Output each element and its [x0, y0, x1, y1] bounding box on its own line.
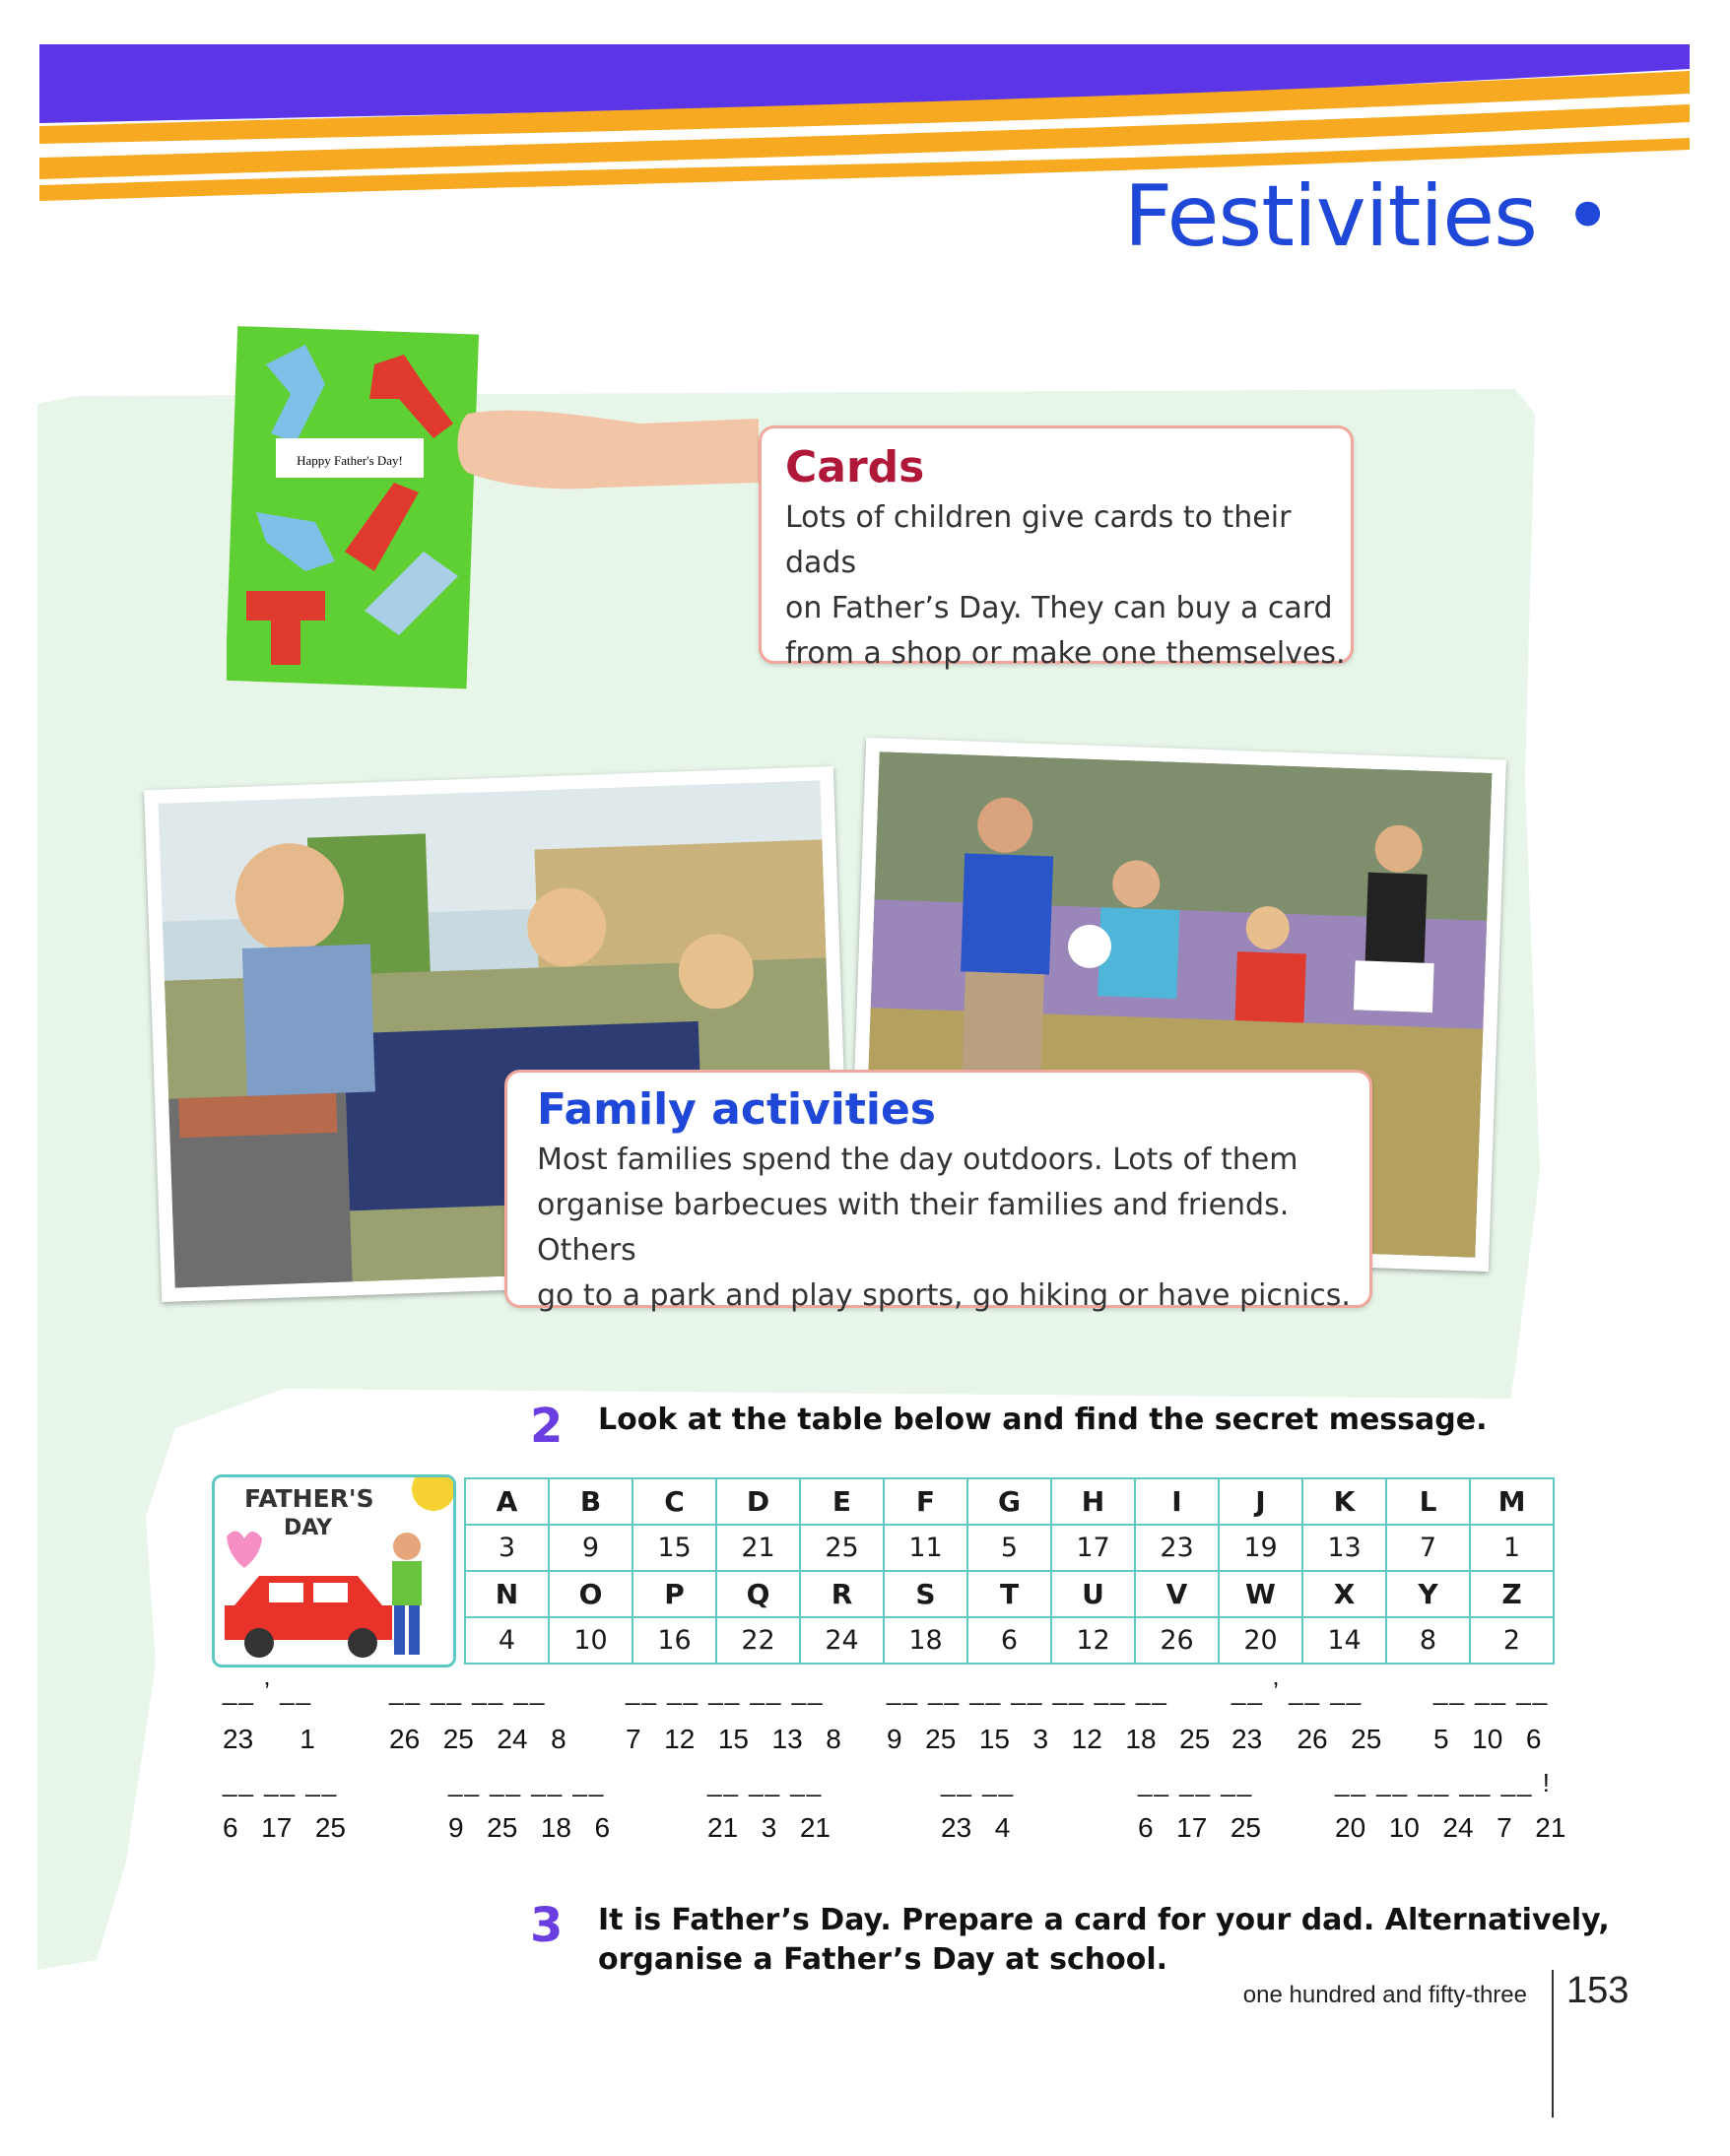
cipher-number-cell: 13 — [1302, 1525, 1386, 1571]
page-number: 153 — [1566, 1970, 1630, 2011]
drawing-lettering: FATHER'S — [244, 1484, 374, 1513]
cipher-number-cell: 22 — [716, 1617, 800, 1664]
puzzle-blank: __ ’ __ — [223, 1676, 313, 1706]
puzzle-blank: __ __ __ __ __ __ __ — [887, 1676, 1168, 1706]
cipher-number-cell: 21 — [716, 1525, 800, 1571]
cipher-number-cell: 2 — [1470, 1617, 1554, 1664]
fathers-day-card-photo — [227, 325, 483, 689]
puzzle-code: 21 3 21 — [707, 1812, 831, 1843]
cipher-letter-cell: Z — [1470, 1571, 1554, 1617]
puzzle-code: 23 26 25 — [1231, 1724, 1382, 1754]
cards-line: from a shop or make one themselves. — [785, 636, 1346, 671]
cipher-number-cell: 4 — [465, 1617, 549, 1664]
cipher-letter-cell: M — [1470, 1478, 1554, 1525]
page-number-words: one hundred and fifty-three — [1242, 1982, 1527, 2008]
puzzle-blank: __ __ __ — [707, 1768, 824, 1797]
cipher-letter-cell: Q — [716, 1571, 800, 1617]
cipher-number-cell: 6 — [967, 1617, 1051, 1664]
page-divider — [1552, 1970, 1554, 2118]
puzzle-code: 7 12 15 13 8 — [626, 1724, 841, 1754]
cipher-letter-cell: X — [1302, 1571, 1386, 1617]
exercise-3-line: It is Father’s Day. Prepare a card for your dad. Alternatively, — [598, 1903, 1610, 1937]
cipher-number-cell: 19 — [1219, 1525, 1302, 1571]
cipher-letter-cell: V — [1135, 1571, 1219, 1617]
drawing-lettering: DAY — [284, 1516, 333, 1540]
card-text: Happy Father's Day! — [297, 453, 403, 468]
cipher-number-cell: 24 — [800, 1617, 884, 1664]
puzzle-code: 9 25 18 6 — [448, 1812, 611, 1843]
cards-info-box — [759, 425, 1354, 671]
cipher-letter-cell: F — [884, 1478, 967, 1525]
exercise-3-instruction — [598, 1901, 1610, 1980]
cipher-letter-cell: A — [465, 1478, 549, 1525]
exercise-3-number: 3 — [530, 1898, 564, 1953]
cipher-letter-cell: P — [632, 1571, 716, 1617]
puzzle-blank: __ __ __ — [1433, 1676, 1550, 1706]
cards-line: on Father’s Day. They can buy a card — [785, 591, 1333, 625]
puzzle-blank: __ __ __ __ __ — [626, 1676, 825, 1706]
cipher-letter-cell: Y — [1386, 1571, 1470, 1617]
cipher-number-cell: 1 — [1470, 1525, 1554, 1571]
cipher-letter-cell: K — [1302, 1478, 1386, 1525]
puzzle-blank: __ ’ __ __ — [1231, 1676, 1364, 1706]
puzzle-code: 23 4 — [941, 1812, 1011, 1843]
exercise-2-instruction: Look at the table below and find the secret message. — [598, 1403, 1488, 1437]
family-line: Most families spend the day outdoors. Lots of them — [537, 1143, 1298, 1177]
puzzle-code: 6 17 25 — [223, 1812, 346, 1843]
cipher-letter-cell: S — [884, 1571, 967, 1617]
cards-line: Lots of children give cards to their dads — [785, 500, 1292, 580]
cipher-number-cell: 14 — [1302, 1617, 1386, 1664]
cipher-number-cell: 25 — [800, 1525, 884, 1571]
cipher-number-row — [465, 1617, 1554, 1664]
cipher-letter-cell: I — [1135, 1478, 1219, 1525]
cipher-letter-cell: E — [800, 1478, 884, 1525]
cipher-number-cell: 12 — [1051, 1617, 1135, 1664]
fathers-day-drawing — [212, 1474, 456, 1667]
cipher-letter-cell: H — [1051, 1478, 1135, 1525]
cipher-letter-cell: L — [1386, 1478, 1470, 1525]
cipher-letter-row — [465, 1571, 1554, 1617]
cipher-letter-cell: J — [1219, 1478, 1302, 1525]
puzzle-code: 20 10 24 7 21 — [1335, 1812, 1566, 1843]
cipher-number-cell: 7 — [1386, 1525, 1470, 1571]
cipher-letter-cell: G — [967, 1478, 1051, 1525]
cipher-letter-row — [465, 1478, 1554, 1525]
family-line: organise barbecues with their families and friends. Others — [537, 1188, 1290, 1268]
cipher-number-cell: 10 — [549, 1617, 632, 1664]
cipher-number-cell: 20 — [1219, 1617, 1302, 1664]
cipher-letter-cell: C — [632, 1478, 716, 1525]
puzzle-blank: __ __ __ __ — [389, 1676, 547, 1706]
cipher-letter-cell: U — [1051, 1571, 1135, 1617]
cards-text — [785, 495, 1351, 677]
cipher-number-row — [465, 1525, 1554, 1571]
cipher-number-cell: 15 — [632, 1525, 716, 1571]
puzzle-blank: __ __ __ __ __ ! — [1335, 1768, 1552, 1797]
cipher-letter-cell: O — [549, 1571, 632, 1617]
family-heading: Family activities — [537, 1084, 936, 1135]
cipher-letter-cell: W — [1219, 1571, 1302, 1617]
puzzle-blank: __ __ __ — [1138, 1768, 1254, 1797]
cipher-number-cell: 16 — [632, 1617, 716, 1664]
cipher-number-cell: 23 — [1135, 1525, 1219, 1571]
family-line: go to a park and play sports, go hiking or have picnics. — [537, 1278, 1351, 1313]
cipher-number-cell: 3 — [465, 1525, 549, 1571]
puzzle-code: 9 25 15 3 12 18 25 — [887, 1724, 1211, 1754]
cipher-number-cell: 5 — [967, 1525, 1051, 1571]
puzzle-code: 23 1 — [223, 1724, 315, 1754]
puzzle-blank: __ __ __ __ — [448, 1768, 606, 1797]
family-text — [537, 1138, 1369, 1319]
cipher-letter-cell: T — [967, 1571, 1051, 1617]
cipher-table — [464, 1477, 1555, 1665]
cipher-letter-cell: B — [549, 1478, 632, 1525]
cards-heading: Cards — [785, 442, 925, 492]
cipher-number-cell: 8 — [1386, 1617, 1470, 1664]
puzzle-blank: __ __ __ — [223, 1768, 339, 1797]
cipher-number-cell: 17 — [1051, 1525, 1135, 1571]
cipher-number-cell: 18 — [884, 1617, 967, 1664]
puzzle-blank: __ __ — [941, 1768, 1016, 1797]
cipher-letter-cell: N — [465, 1571, 549, 1617]
cipher-letter-cell: R — [800, 1571, 884, 1617]
puzzle-code: 26 25 24 8 — [389, 1724, 566, 1754]
family-activities-info-box — [504, 1070, 1372, 1313]
puzzle-code: 5 10 6 — [1433, 1724, 1542, 1754]
cipher-number-cell: 9 — [549, 1525, 632, 1571]
cipher-number-cell: 11 — [884, 1525, 967, 1571]
cipher-number-cell: 26 — [1135, 1617, 1219, 1664]
section-title: Festivities • — [1123, 167, 1612, 266]
exercise-2-number: 2 — [530, 1399, 564, 1454]
exercise-3-line: organise a Father’s Day at school. — [598, 1942, 1168, 1977]
cipher-letter-cell: D — [716, 1478, 800, 1525]
puzzle-code: 6 17 25 — [1138, 1812, 1261, 1843]
